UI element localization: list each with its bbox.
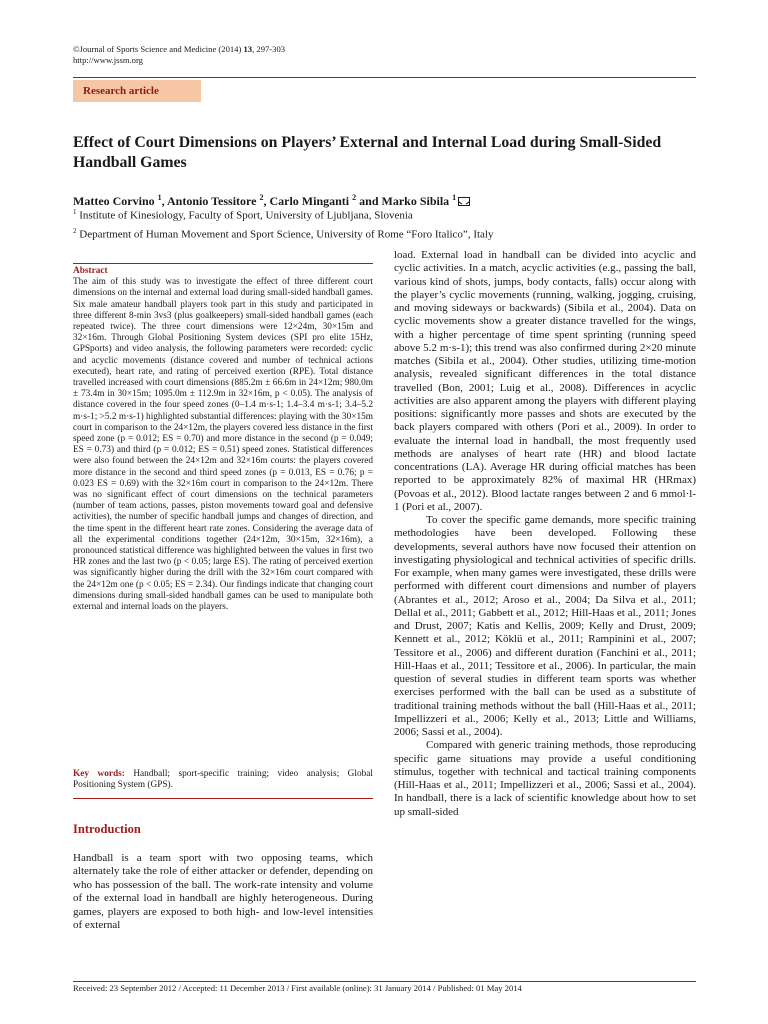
affiliation-number: 1 (73, 208, 77, 216)
author-name[interactable]: , Antonio Tessitore (161, 194, 260, 208)
publication-dates: Received: 23 September 2012 / Accepted: 11 December 2013 / First available (online): 31 January 2014 / Published: 01 May 2014 (73, 983, 522, 993)
author-affiliation-mark: 1 (157, 193, 162, 202)
footer-divider (73, 981, 696, 982)
abstract-divider (73, 263, 373, 264)
journal-header (73, 44, 285, 66)
journal-name: ©Journal of Sports Science and Medicine (2014) (73, 44, 244, 54)
keywords-divider (73, 798, 373, 799)
affiliation-text: Institute of Kinesiology, Faculty of Sport, University of Ljubljana, Slovenia (76, 209, 413, 222)
journal-volume: 13 (243, 44, 253, 54)
keywords (73, 769, 373, 791)
affiliation-text: Department of Human Movement and Sport Science, University of Rome “Foro Italico”, Italy (76, 228, 494, 241)
author-affiliation-mark: 2 (259, 193, 264, 202)
affiliation-number: 2 (73, 226, 77, 235)
author-name[interactable]: Matteo Corvino (73, 194, 158, 208)
journal-pages: , 297-303 (252, 44, 286, 54)
header-divider (73, 77, 696, 78)
abstract (73, 266, 373, 613)
keywords-label: Key words: (73, 769, 125, 779)
keywords-text: Handball; sport-specific training; video analysis; Global Positioning System (GPS). (73, 769, 373, 791)
abstract-heading: Abstract (73, 266, 108, 276)
author-name[interactable]: , Carlo Minganti (263, 194, 353, 208)
introduction-text: Handball is a team sport with two opposing teams, which alternately take the role of either attacker or defender, depending on who has possession of the ball. The work-rate intensity and volume of the external load in handball are highly heterogeneous. During games, players are exposed to both high- and low-level intensities of external (73, 852, 373, 932)
article-type-label: Research article (83, 85, 159, 97)
right-column-text (394, 249, 696, 819)
abstract-text: The aim of this study was to investigate the effect of three different court dimensions on the internal and external load during small-sided handball games. Six male amateur handball players took part in this study and participated in three different 8-min 3vs3 (plus goalkeepers) small-sided handball games (each repeated twice). The three court dimensions were 12×24m, 30×15m and 32×16m. Through Global Positioning System devices (SPI pro elite 15Hz, GPSports) and video analysis, the following parameters were recorded: cyclic and acyclic movements (distance covered and number of technical actions executed), heart rate, and rating of perceived exertion (RPE). Total distance travelled increased with court dimensions (885.2m ± 66.6m in 24×12m; 980.0m ± 73.4m in 30×15m; 1095.0m ± 112.9m in 32×16m, p < 0.05). The analysis of distance covered in the four speed zones (0–1.4 m·s-1; 1.4–3.4 m·s-1; 3.4–5.2 m·s-1; >5.2 m·s-1) highlighted substantial differences: playing with the 30×15m court in comparison to the 24×12m, the players covered less distance in the first speed zone (p = 0.012; ES = 0.70) and more distance in the second (p = 0.049; ES = 0.73) and third (p = 0.012; ES = 0.51) speed zones. Statistical differences were also found between the 24×12m and 32×16m courts: the players covered more distance in the second and third speed zones (p = 0.013, ES = 0.76; p = 0.023 ES = 0.69) with the 32×16m court in comparison to the 24×12m. There was no significant effect of court dimensions on the technical parameters (number of team actions, passes, piston movements toward goal and defensive activities), the number of specific handball jumps and changes of direction, and the time spent in the different heart rate zones. Considering the average data of all the experimental conditions together (24×12m, 30×15m, 32×16m), a pronounced statistical difference was highlighted between the values in first two HR zones and the last two (p < 0.05; large ES). The rating of perceived exertion was significantly higher during the drill with the 32×16m court compared with the 24×12m one (p < 0.05; ES = 2.34). Our findings indicate that changing court dimensions during small-sided handball games can be used to manipulate both external and internal loads on the players. (73, 277, 373, 613)
author-affiliation-mark: 2 (352, 193, 357, 202)
author-name[interactable]: and Marko Sibila (356, 194, 453, 208)
journal-citation (73, 44, 285, 55)
paragraph: To cover the specific game demands, more specific training methodologies have been developed. Following these developments, several authors have now focused their attention on investigating physiological and technical activities of specific drills. For example, when many games were investigated, these drills were performed with different court dimensions and number of players (Abrantes et al., 2012; Aroso et al., 2004; Da Silva et al., 2011; Dellal et al., 2011; Gabbett et al., 2012; Hill-Haas et al., 2011; Jones and Drust, 2007; Katis and Kellis, 2009; Kelly and Drust, 2009; Kennett et al., 2012; Köklü et al., 2011; Rampinini et al., 2007; Tessitore et al., 2006) and different duration (Fanchini et al., 2011; Hill-Haas et al., 2011; Tessitore et al., 2006). In particular, the main question of several studies in different team sports was whether exercises performed with the ball can be used as a substitute of traditional training methods without the ball (Hill-Haas et al., 2011; Impellizzeri et al., 2006; Kelly et al., 2013; Little and Williams, 2006; Sassi et al., 2004). (394, 514, 696, 738)
affiliations (73, 205, 696, 242)
paragraph: load. External load in handball can be divided into acyclic and cyclic activities. In a match, acyclic activities (e.g., passing the ball, various kind of shots, jumps, body contacts, falls) occur along with the player’s cyclic movements (running, walking, jogging, cruising, and moving sideways or backwards) (Sibila et al., 2004). Data on cyclic movements show a greater distance travelled for the wings, with a higher percentage of time spent sprinting (running speed above 5.2 m·s-1); this trend was also confirmed during 2×20 minute matches (Sibila et al., 2004). Other studies, utilizing time-motion analysis, revealed significant differences in the total distance travelled (Bon, 2001; Luig et al., 2008). Differences in acyclic activities are also apparent among the players with different playing positions: significantly more passes and shots are executed by the back players compared with others (Pori et al., 2009). In order to evaluate the internal load in handball, the most frequently used methods are analyses of heart rate (HR) and blood lactate concentrations (LA). Average HR during official matches has been reported to be approximately 82% of maximal HR (HRmax) (Povoas et al., 2012). Blood lactate ranges between 2 and 6 mmol·l-1 (Pori et al., 2007). (394, 249, 696, 513)
article-type-badge (73, 80, 201, 102)
journal-url[interactable]: http://www.jssm.org (73, 55, 143, 65)
affiliation-item (73, 224, 696, 243)
affiliation-item (73, 205, 696, 224)
paragraph: Compared with generic training methods, those reproducing specific game situations may provide a useful conditioning stimulus, together with technical and tactical training components (Hill-Haas et al., 2011; Impellizzeri et al., 2006; Sassi et al., 2004). In handball, there is a lack of scientific knowledge about how to set up small-sided (394, 739, 696, 818)
article-title: Effect of Court Dimensions on Players’ External and Internal Load during Small-Sided Handball Games (73, 134, 662, 171)
introduction-heading: Introduction (73, 822, 141, 836)
author-affiliation-mark: 1 (452, 193, 457, 202)
